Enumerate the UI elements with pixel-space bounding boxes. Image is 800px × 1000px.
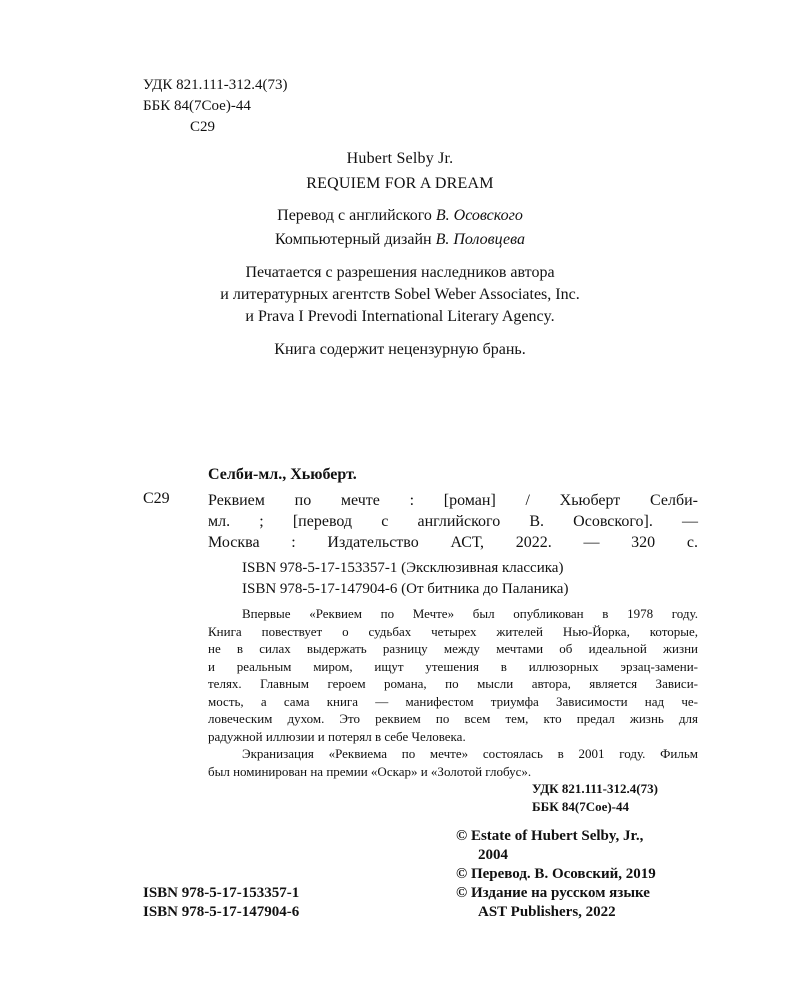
annotation-line: не в силах выдержать разницу между мечтами об идеальной жизни (208, 641, 698, 656)
catalog-entry-line: мл. ; [перевод с английского В. Осовского]. — (208, 513, 698, 530)
translation-credit (0, 207, 800, 225)
copyright-block (456, 827, 656, 922)
annotation-line: радужной иллюзии и потерял в себе Человека. (208, 728, 466, 744)
author-mark: С29 (190, 119, 216, 135)
catalog-mark: С29 (143, 490, 170, 507)
catalog-udk: УДК 821.111-312.4(73) (532, 781, 658, 796)
copyright-line: AST Publishers, 2022 (478, 904, 616, 920)
permission-notice (0, 262, 800, 328)
annotation (208, 605, 698, 780)
annotation-line: Впервые «Реквием по Мечте» был опубликован в 1978 году. (242, 606, 698, 621)
content-warning: Книга содержит нецензурную брань. (274, 341, 526, 358)
copyright-line: © Издание на русском языке (456, 885, 650, 901)
isbn-footer-line: ISBN 978-5-17-153357-1 (143, 885, 300, 901)
design-credit (0, 231, 800, 249)
catalog-bbk: ББК 84(7Сое)-44 (532, 799, 630, 814)
translator-name: В. Осовского (435, 207, 523, 224)
catalog-isbn-list (242, 558, 568, 600)
catalog-codes (532, 780, 658, 816)
catalog-isbn-line: ISBN 978-5-17-147904-6 (От битника до Паланика) (242, 581, 569, 597)
catalog-isbn-line: ISBN 978-5-17-153357-1 (Эксклюзивная классика) (242, 560, 564, 576)
catalog-entry-line: Москва : Издательство АСТ, 2022. — 320 с. (208, 534, 698, 551)
annotation-line: Книга повествует о судьбах четырех жителей Нью-Йорка, которые, (208, 623, 698, 639)
film-line: Экранизация «Реквиема по мечте» состоялась в 2001 году. Фильм (242, 746, 698, 761)
original-title: REQUIEM FOR A DREAM (306, 175, 494, 192)
design-prefix: Компьютерный дизайн (275, 231, 432, 248)
catalog-heading: Селби-мл., Хьюберт. (208, 466, 357, 483)
copyright-line: 2004 (478, 847, 508, 863)
permission-line: Печатается с разрешения наследников автора (245, 264, 555, 281)
annotation-line: телях. Главным героем романа, по мысли автора, является Зависи- (208, 676, 698, 691)
udk-code: УДК 821.111-312.4(73) (143, 77, 288, 93)
isbn-footer-line: ISBN 978-5-17-147904-6 (143, 904, 300, 920)
permission-line: и Prava I Prevodi International Literary Agency. (245, 308, 555, 325)
copyright-line: © Перевод. В. Осовский, 2019 (456, 866, 656, 882)
translation-prefix: Перевод с английского (277, 207, 432, 224)
copyright-line: © Estate of Hubert Selby, Jr., (456, 828, 644, 844)
annotation-line: мость, а сама книга — манифестом триумфа Зависимости над че- (208, 693, 698, 709)
annotation-line: ловеческим духом. Это реквием по всем тем, кто предал жизнь для (208, 711, 698, 726)
designer-name: В. Половцева (435, 231, 525, 248)
annotation-line: и реальным миром, ищут утешения в иллюзорных эрзац-замени- (208, 658, 698, 674)
original-author: Hubert Selby Jr. (346, 150, 454, 167)
catalog-entry-line: Реквием по мечте : [роман] / Хьюберт Селби- (208, 492, 698, 509)
bbk-code: ББК 84(7Сое)-44 (143, 98, 251, 114)
catalog-entry (208, 490, 698, 553)
permission-line: и литературных агентств Sobel Weber Associates, Inc. (220, 286, 580, 303)
isbn-footer (143, 884, 299, 922)
film-line: был номинирован на премии «Оскар» и «Золотой глобус». (208, 763, 532, 779)
